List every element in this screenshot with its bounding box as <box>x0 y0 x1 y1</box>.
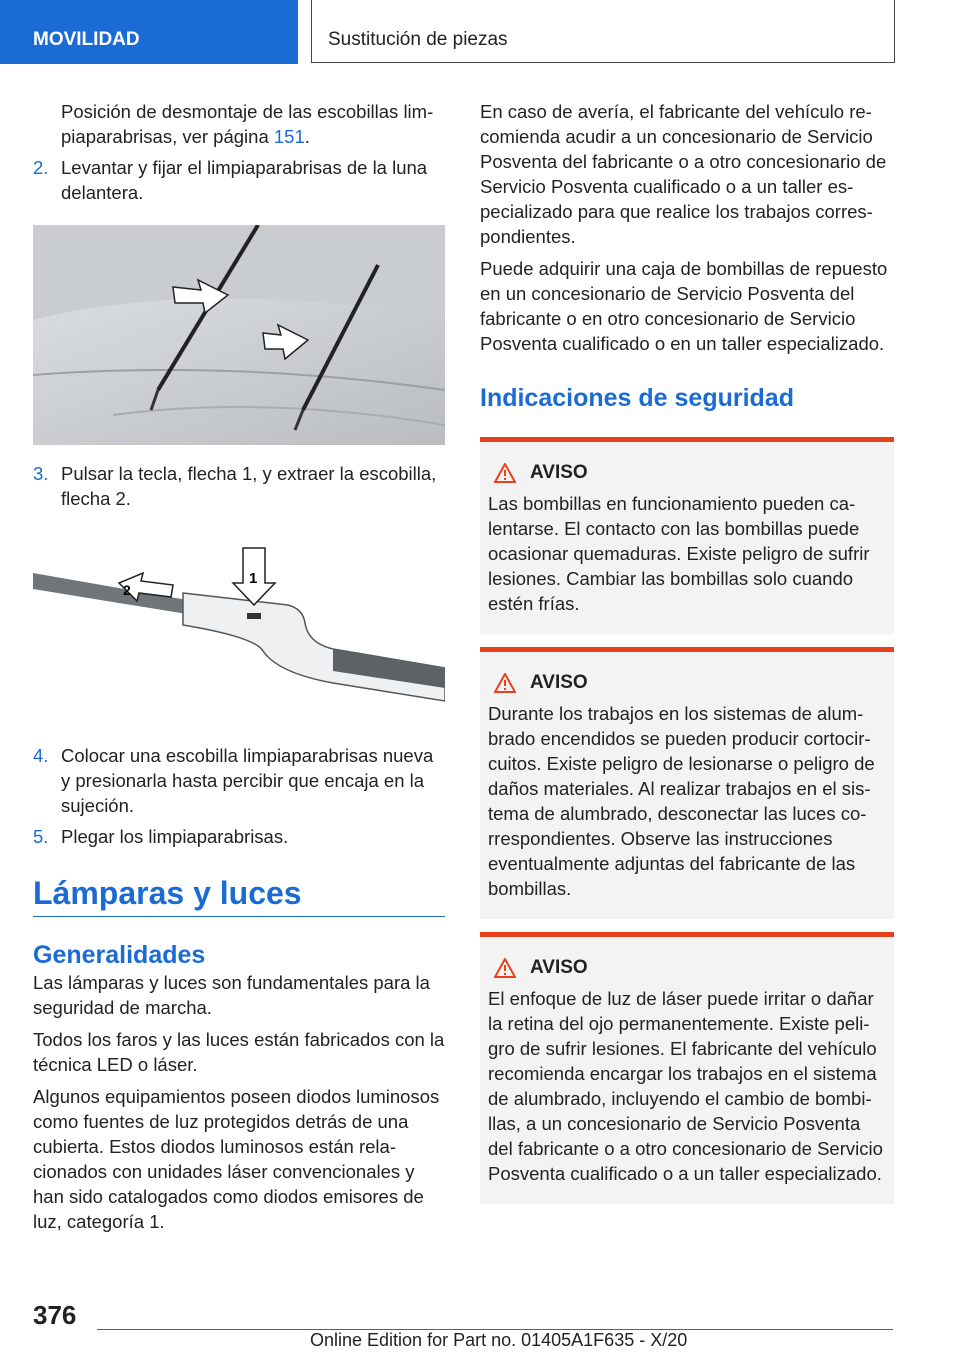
paragraph: Las lámparas y luces son fundamentales para la seguridad de marcha. <box>33 972 430 1018</box>
subsection-title: Sustitución de piezas <box>328 29 508 50</box>
warning-text: Durante los trabajos en los sistemas de alumbrado encendidos se pueden producir cortocircuitos. Existe peligro de lesionarse o peligro de daños materiales. Al realizar trabajos en el sistema de alumbrado, desconectar las luces correspondientes. Observe las instrucciones eventualmente adjuntas del fabricante de las bombillas. <box>488 703 875 899</box>
warning-title: AVISO <box>530 957 588 978</box>
intro-text: Posición de desmontaje de las escobillas limpiaparabrisas, ver página 151. <box>61 101 434 147</box>
page-link[interactable]: 151 <box>273 126 305 147</box>
warning-box <box>480 647 894 919</box>
step-2: 2. Levantar y fijar el limpiaparabrisas de la luna delantera. <box>33 157 428 203</box>
arrow-2-label: 2 <box>123 582 131 598</box>
warning-triangle-icon <box>494 958 516 978</box>
page-number: 376 <box>33 1300 77 1330</box>
warning-box <box>480 437 894 634</box>
paragraph: Algunos equipamientos poseen diodos luminosos como fuentes de luz protegidos detrás de una cubierta. Estos diodos luminosos están relacionados con unidades láser convencionales y han sido catalogados como diodos emisores de luz, categoría 1. <box>33 1086 440 1232</box>
subsection-tab <box>311 0 895 63</box>
chapter-title: Lámparas y luces <box>33 881 445 917</box>
section-heading: Indicaciones de seguridad <box>480 384 794 412</box>
right-column <box>480 99 894 1217</box>
wiper-release-illustration <box>33 533 445 733</box>
left-column <box>33 99 445 1234</box>
section-heading: Generalidades <box>33 941 206 969</box>
arrow-1-label: 1 <box>249 570 258 587</box>
step-3: 3. Pulsar la tecla, flecha 1, y extraer la escobilla, flecha 2. <box>33 463 437 509</box>
paragraph: Puede adquirir una caja de bombillas de repuesto en un concesionario de Servicio Posventa del fabricante o en otro concesionario de Servicio Posventa cualificado o en un taller especializado. <box>480 258 888 354</box>
warning-text: El enfoque de luz de láser puede irritar o dañar la retina del ojo permanentemente. Existe peligro de sufrir lesiones. El fabricante del vehículo recomienda encargar los trabajos en el sistema de alumbrado, incluyendo el cambio de bombillas, a un concesionario de Servicio Posventa del fabricante o a otro concesionario de Servicio Posventa cualificado o a un taller especializado. <box>488 988 883 1184</box>
paragraph: Todos los faros y las luces están fabricados con la técnica LED o láser. <box>33 1029 445 1075</box>
paragraph: En caso de avería, el fabricante del vehículo recomienda acudir a un concesionario de Servicio Posventa del fabricante o a otro concesionario de Servicio Posventa cualificado o a un taller especializado para que realice los trabajos correspondientes. <box>480 101 887 247</box>
warning-triangle-icon <box>494 463 516 483</box>
edition-note: Online Edition for Part no. 01405A1F635 - X/20 <box>310 1330 688 1350</box>
section-title: MOVILIDAD <box>33 29 140 50</box>
warning-triangle-icon <box>494 673 516 693</box>
warning-box <box>480 932 894 1204</box>
wiper-raised-illustration <box>33 225 445 445</box>
warning-title: AVISO <box>530 672 588 693</box>
warning-title: AVISO <box>530 462 588 483</box>
warning-text: Las bombillas en funcionamiento pueden calentarse. El contacto con las bombillas puede ocasionar quemaduras. Existe peligro de sufrir lesiones. Cambiar las bombillas solo cuando estén frías. <box>488 493 870 614</box>
step-4: 4. Colocar una escobilla limpiaparabrisas nueva y presionarla hasta percibir que encaja en la sujeción. <box>33 745 434 816</box>
step-5: 5. Plegar los limpiaparabrisas. <box>33 826 289 847</box>
section-tab <box>0 0 298 64</box>
